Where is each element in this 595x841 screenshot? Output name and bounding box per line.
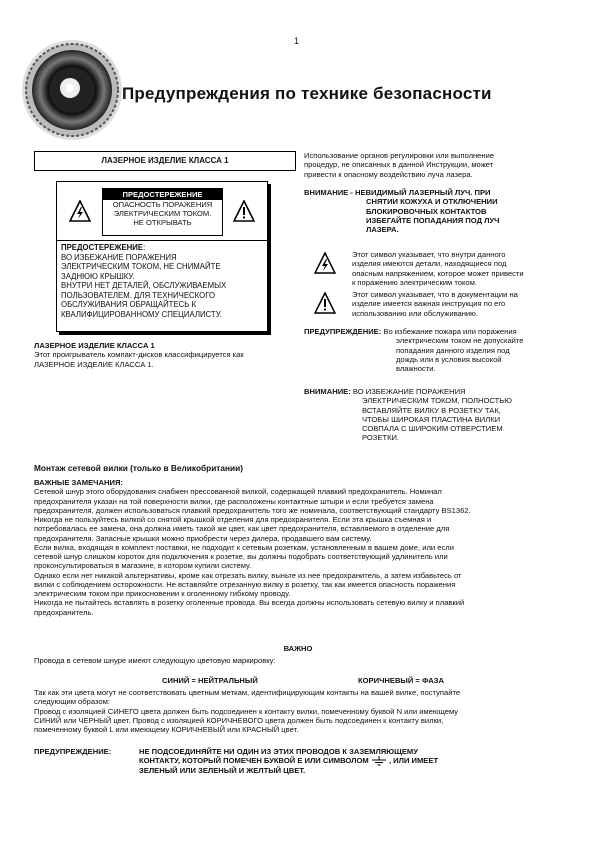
important-heading: ВАЖНО (283, 644, 313, 653)
warning-line: Во избежание пожара или поражения (383, 327, 517, 336)
warning-label: ПРЕДУПРЕЖДЕНИЕ: (304, 327, 382, 336)
plug-paragraph-line: Если вилка, входящая в комплект поставки, не подходит к сетевым розеткам, установленным в вашем доме, или если (34, 542, 454, 552)
symbol-text-line: Этот символ указывает, что внутри данного (352, 250, 506, 259)
plug-paragraph-line: Никогда не пользуйтесь вилкой со снятой крышкой отделения для предохранителя. Если эта крышка съемная и (34, 515, 432, 524)
laser-note-line: Этот проигрыватель компакт-дисков классифицируется как (34, 350, 244, 360)
wiring-line: Так как эти цвета могут не соответствовать цветным меткам, идентифицирующим контакты на вашей вилке, поступайте (34, 688, 461, 697)
page-number: 1 (294, 36, 300, 46)
attention-line: ЭЛЕКТРИЧЕСКИМ ТОКОМ, ПОЛНОСТЬЮ (362, 396, 512, 406)
lightning-symbol-text (352, 250, 562, 287)
lightning-warning-icon (69, 200, 91, 222)
attention-line: РОЗЕТКИ. (362, 433, 400, 443)
plug-paragraph-line: предохранителя, должен использоваться плавкий предохранитель того же номинала, соответствующий стандарту BS1362. (34, 505, 471, 515)
caution-warning-box (56, 181, 268, 332)
caution-label-line: НЕ ОТКРЫВАТЬ (133, 218, 192, 228)
warning-line: попадания данного изделия под (396, 345, 510, 355)
attention-line: ВСТАВЛЯЙТЕ ВИЛКУ В РОЗЕТКУ ТАК, (362, 405, 501, 415)
plug-paragraph-line: предохранитель. (34, 607, 94, 617)
plug-section-title: Монтаж сетевой вилки (только в Великобритании) (34, 463, 243, 473)
caution-body-head: ПРЕДОСТЕРЕЖЕНИЕ (61, 243, 144, 252)
plug-paragraph-line: Однако если нет никакой альтернативы, кроме как отрезать вилку, выньте из нее предохранитель, а затем избавьтесь от (34, 570, 462, 580)
speaker-logo-image (20, 38, 124, 142)
page-title: Предупреждения по технике безопасности (122, 84, 492, 103)
attention-label: ВНИМАНИЕ: (304, 387, 351, 396)
blue-neutral-label: СИНИЙ = НЕЙТРАЛЬНЫЙ (162, 676, 258, 685)
caution-body-line: ЭЛЕКТРИЧЕСКИМ ТОКОМ, НЕ СНИМАЙТЕ (61, 262, 221, 272)
caution-body-line: ПОЛЬЗОВАТЕЛЕМ. ДЛЯ ТЕХНИЧЕСКОГО (61, 290, 216, 300)
symbol-text-line: к поражению электрическим током. (352, 277, 477, 287)
laser-class-box: ЛАЗЕРНОЕ ИЗДЕЛИЕ КЛАССА 1 (34, 151, 296, 171)
caution-label-area (57, 182, 267, 241)
wiring-line: помеченному буквой L или имеющему КОРИЧНЕВЫЙ или КРАСНЫЙ цвет. (34, 725, 299, 734)
final-warning-line: НЕ ПОДСОЕДИНЯЙТЕ НИ ОДИН ИЗ ЭТИХ ПРОВОДОВ К ЗАЗЕМЛЯЮЩЕМУ (139, 747, 418, 756)
plug-paragraph-line: Сетевой шнур этого оборудования снабжен прессованной вилкой, содержащей плавкий предохранитель. Номинал (34, 487, 442, 497)
caution-body-line: ОБСЛУЖИВАНИЯ ОБРАЩАЙТЕСЬ К (61, 300, 197, 310)
attention-line: ВО ИЗБЕЖАНИЕ ПОРАЖЕНИЯ (352, 387, 466, 396)
symbol-text-line: изделия имеются детали, находящиеся под (352, 259, 507, 269)
symbol-text-line: опасным напряжением, которое может привести (352, 268, 524, 278)
colors-intro: Провода в сетевом шнуре имеют следующую цветовую маркировку: (34, 656, 276, 665)
laser-note-line: ЛАЗЕРНОЕ ИЗДЕЛИЕ КЛАССА 1. (34, 359, 154, 369)
attention-line: БЛОКИРОВОЧНЫХ КОНТАКТОВ (366, 206, 487, 216)
warning-line: дождь или в условия высокой (396, 354, 502, 364)
plug-important-notes (34, 478, 562, 617)
final-warning-line: , ИЛИ ИМЕЕТ (388, 756, 439, 766)
plug-paragraph-line: электрическим током при прикосновении к оголенному гибкому проводу. (34, 589, 291, 598)
caution-label-line: ОПАСНОСТЬ ПОРАЖЕНИЯ (112, 200, 213, 210)
attention-line: ИЗБЕГАЙТЕ ПОПАДАНИЯ ПОД ЛУЧ (366, 215, 500, 225)
plug-insert-warning (304, 387, 564, 443)
plug-paragraph-line: вилки с соблюдением осторожности. Не вставляйте отрезанную вилку в розетку, так как имеется опасность поражения (34, 579, 456, 589)
intro-line: привести к опасному воздействию луча лазера. (304, 169, 473, 179)
wiring-line: СИНИЙ или ЧЕРНЫЙ цвет. Провод с изоляцией КОРИЧНЕВОГО цвета должен быть подсоединен к контакту вилки, (34, 715, 444, 725)
plug-paragraph-line: предохранителя указан на той поверхности вилки, где расположены контактные штыри и если требуется замена (34, 496, 434, 506)
caution-body-line: ВО ИЗБЕЖАНИЕ ПОРАЖЕНИЯ (61, 252, 177, 262)
caution-body-line: ВНУТРИ НЕТ ДЕТАЛЕЙ, ОБСЛУЖИВАЕМЫХ (61, 281, 227, 291)
exclamation-symbol-icon (314, 292, 336, 314)
caution-body: ПРЕДОСТЕРЕЖЕНИЕ: ВО ИЗБЕЖАНИЕ ПОРАЖЕНИЯ ЭЛЕКТРИЧЕСКИМ ТОКОМ, НЕ СНИМАЙТЕ ЗАДНЮЮ КРЫШКУ. ВНУТРИ НЕТ ДЕТАЛЕЙ, ОБСЛУЖИВАЕМЫХ ПОЛЬЗОВАТЕЛЕМ. ДЛЯ ТЕХНИЧЕСКОГО ОБСЛУЖИВАНИЯ ОБРАЩАЙТЕСЬ К КВАЛИФИЦИРОВАННОМУ СПЕЦИАЛИСТУ. (61, 243, 265, 320)
fire-warning (304, 327, 564, 373)
important-notes-head: ВАЖНЫЕ ЗАМЕЧАНИЯ: (34, 478, 123, 487)
wiring-line: следующим образом: (34, 697, 110, 707)
brown-live-label: КОРИЧНЕВЫЙ = ФАЗА (358, 676, 444, 685)
final-warning-text (139, 747, 559, 776)
caution-body-line: ЗАДНЮЮ КРЫШКУ. (61, 271, 135, 281)
final-warning-label: ПРЕДУПРЕЖДЕНИЕ: (34, 747, 112, 756)
plug-paragraph-line: предохранителя. Запасные крышки можно приобрести через дилера, продавшего вам систему. (34, 533, 372, 543)
attention-line: ЛАЗЕРА. (366, 225, 399, 234)
attention-line: НЕВИДИМЫЙ ЛАЗЕРНЫЙ ЛУЧ. ПРИ (355, 188, 491, 197)
symbol-text-line: использованию или обслуживанию. (352, 308, 478, 318)
invisible-laser-warning (304, 188, 564, 234)
wiring-line: Провод с изоляцией СИНЕГО цвета должен быть подсоединен к контакту вилки, помеченному буквой N или имеющему (34, 706, 459, 716)
plug-paragraph-line: Никогда не пытайтесь вставлять в розетку оголенные провода. Вы всегда должны использовать сетевую вилку и плавкий (34, 598, 465, 608)
exclamation-symbol-text (352, 290, 562, 318)
controls-intro (304, 151, 564, 179)
caution-label-head: ПРЕДОСТЕРЕЖЕНИЕ (103, 189, 222, 200)
symbol-text-line: изделие имеется важная инструкция по его (352, 299, 506, 309)
symbol-text-line: Этот символ указывает, что в документации на (352, 290, 518, 299)
laser-note-title: ЛАЗЕРНОЕ ИЗДЕЛИЕ КЛАССА 1 (34, 341, 155, 350)
caution-body-line: КВАЛИФИЦИРОВАННОМУ СПЕЦИАЛИСТУ. (61, 310, 222, 320)
plug-paragraph-line: проконсультироваться в магазине, в котором купили систему. (34, 561, 252, 571)
earth-ground-icon (371, 756, 387, 766)
caution-label (102, 188, 223, 236)
exclamation-warning-icon (233, 200, 255, 222)
warning-line: влажности. (396, 364, 436, 373)
final-warning-line: КОНТАКТУ, КОТОРЫЙ ПОМЕЧЕН БУКВОЙ Е ИЛИ СИМВОЛОМ (139, 756, 369, 766)
lightning-symbol-icon (314, 252, 336, 274)
laser-class-note (34, 341, 294, 369)
attention-line: СНЯТИИ КОЖУХА И ОТКЛЮЧЕНИИ (366, 197, 498, 207)
wiring-instructions (34, 688, 562, 734)
final-warning-line: ЗЕЛЕНЫЙ ИЛИ ЗЕЛЕНЫЙ И ЖЕЛТЫЙ ЦВЕТ. (139, 766, 306, 776)
plug-paragraph-line: сетевой шнур слишком короток для подключения к розетке, вы должны подобрать соответствующий удлинитель или (34, 552, 448, 561)
intro-line: Использование органов регулировки или выполнение (304, 151, 495, 160)
warning-line: электрическим током не допускайте (396, 336, 524, 346)
caution-label-line: ЭЛЕКТРИЧЕСКИМ ТОКОМ. (113, 209, 212, 219)
plug-paragraph-line: потребовалась ее замена, она должна иметь такой же цвет, как цвет предохранителя, вставляемого в отделение для (34, 524, 450, 534)
intro-line: процедур, не описанных в данной Инструкции, может (304, 160, 494, 170)
attention-label: ВНИМАНИЕ - (304, 188, 353, 197)
attention-line: ЧТОБЫ ШИРОКАЯ ПЛАСТИНА ВИЛКИ (362, 414, 501, 424)
attention-line: СОВПАЛА С ШИРОКИМ ОТВЕРСТИЕМ (362, 424, 503, 433)
